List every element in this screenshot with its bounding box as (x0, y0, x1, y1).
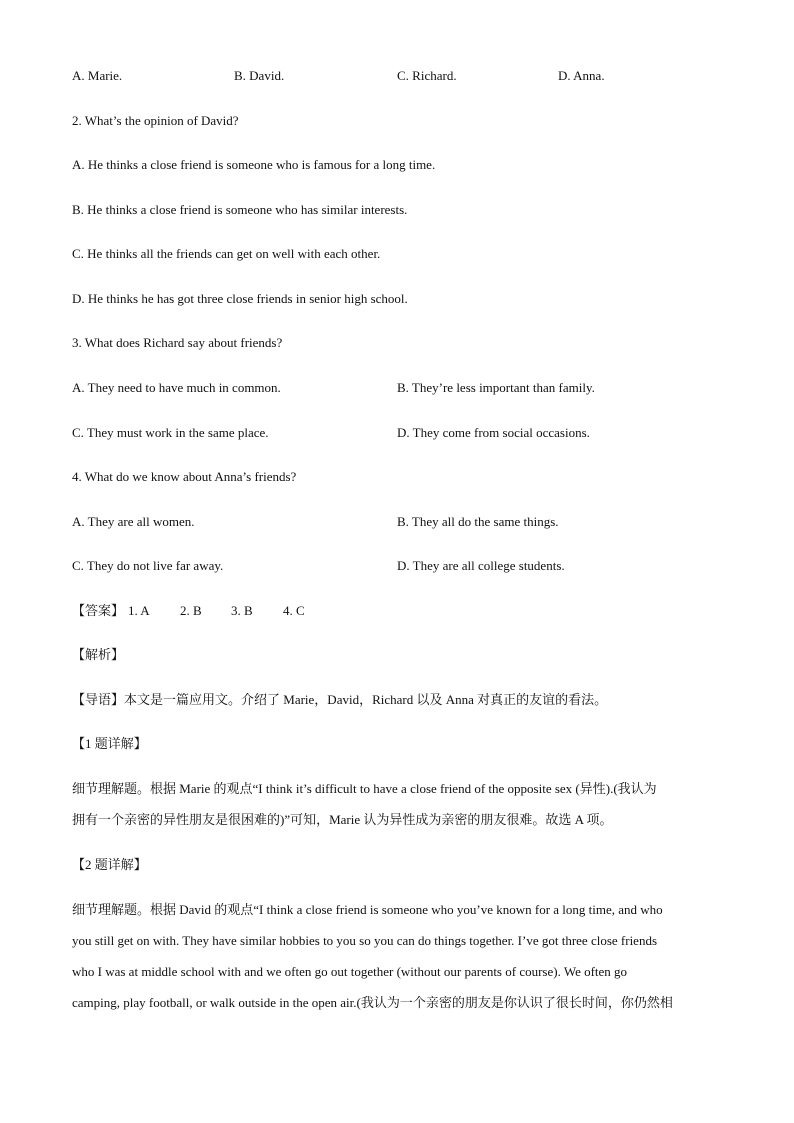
q1-option-c: C. Richard. (397, 68, 457, 83)
q2-option-b: B. He thinks a close friend is someone who has similar interests. (72, 202, 408, 217)
detail1-label: 【1 题详解】 (72, 736, 147, 751)
answer-item-4: 4. C (283, 603, 305, 618)
intro-label: 【导语】 (72, 692, 125, 707)
q3-stem: 3. What does Richard say about friends? (72, 335, 283, 350)
q1-option-a: A. Marie. (72, 68, 123, 83)
q4-option-c: C. They do not live far away. (72, 558, 224, 573)
detail2-line-2: you still get on with. They have similar hobbies to you so you can do things together. I’ve got three close friends (72, 933, 658, 948)
answer-item-2: 2. B (180, 603, 202, 618)
detail2-label: 【2 题详解】 (72, 857, 147, 872)
detail2-line-1: 细节理解题。根据 David 的观点“I think a close friend is someone who you’ve known for a long time, and who (72, 902, 663, 917)
intro-line (72, 692, 607, 708)
q3-option-c: C. They must work in the same place. (72, 425, 269, 440)
q4-option-b: B. They all do the same things. (397, 514, 559, 529)
q4-option-a: A. They are all women. (72, 514, 195, 529)
q2-stem: 2. What’s the opinion of David? (72, 113, 239, 128)
q2-option-d: D. He thinks he has got three close friends in senior high school. (72, 291, 408, 306)
q3-option-a: A. They need to have much in common. (72, 380, 281, 395)
detail1-paragraph (72, 773, 724, 835)
answer-item-1: 1. A (128, 603, 150, 618)
q4-stem: 4. What do we know about Anna’s friends? (72, 469, 297, 484)
analysis-label: 【解析】 (72, 647, 125, 662)
q4-option-d: D. They are all college students. (397, 558, 565, 573)
q1-option-d: D. Anna. (558, 68, 605, 83)
detail1-line-1: 细节理解题。根据 Marie 的观点“I think it’s difficult to have a close friend of the opposite sex (异性).(我认为 (72, 781, 657, 796)
intro-text: 本文是一篇应用文。介绍了 Marie，David，Richard 以及 Anna 对真正的友谊的看法。 (124, 692, 608, 707)
detail2-line-3: who I was at middle school with and we often go out together (without our parents of course). We often go (72, 964, 628, 979)
detail2-line-4: camping, play football, or walk outside in the open air.(我认为一个亲密的朋友是你认识了很长时间，你仍然相 (72, 995, 673, 1010)
answer-label: 【答案】 (72, 603, 125, 618)
q2-option-c: C. He thinks all the friends can get on well with each other. (72, 246, 381, 261)
q3-option-d: D. They come from social occasions. (397, 425, 590, 440)
q2-option-a: A. He thinks a close friend is someone who is famous for a long time. (72, 157, 436, 172)
detail1-line-2: 拥有一个亲密的异性朋友是很困难的)”可知，Marie 认为异性成为亲密的朋友很难。故选 A 项。 (72, 812, 613, 827)
answer-item-3: 3. B (231, 603, 253, 618)
q1-option-b: B. David. (234, 68, 285, 83)
q3-option-b: B. They’re less important than family. (397, 380, 595, 395)
detail2-paragraph (72, 894, 724, 1018)
